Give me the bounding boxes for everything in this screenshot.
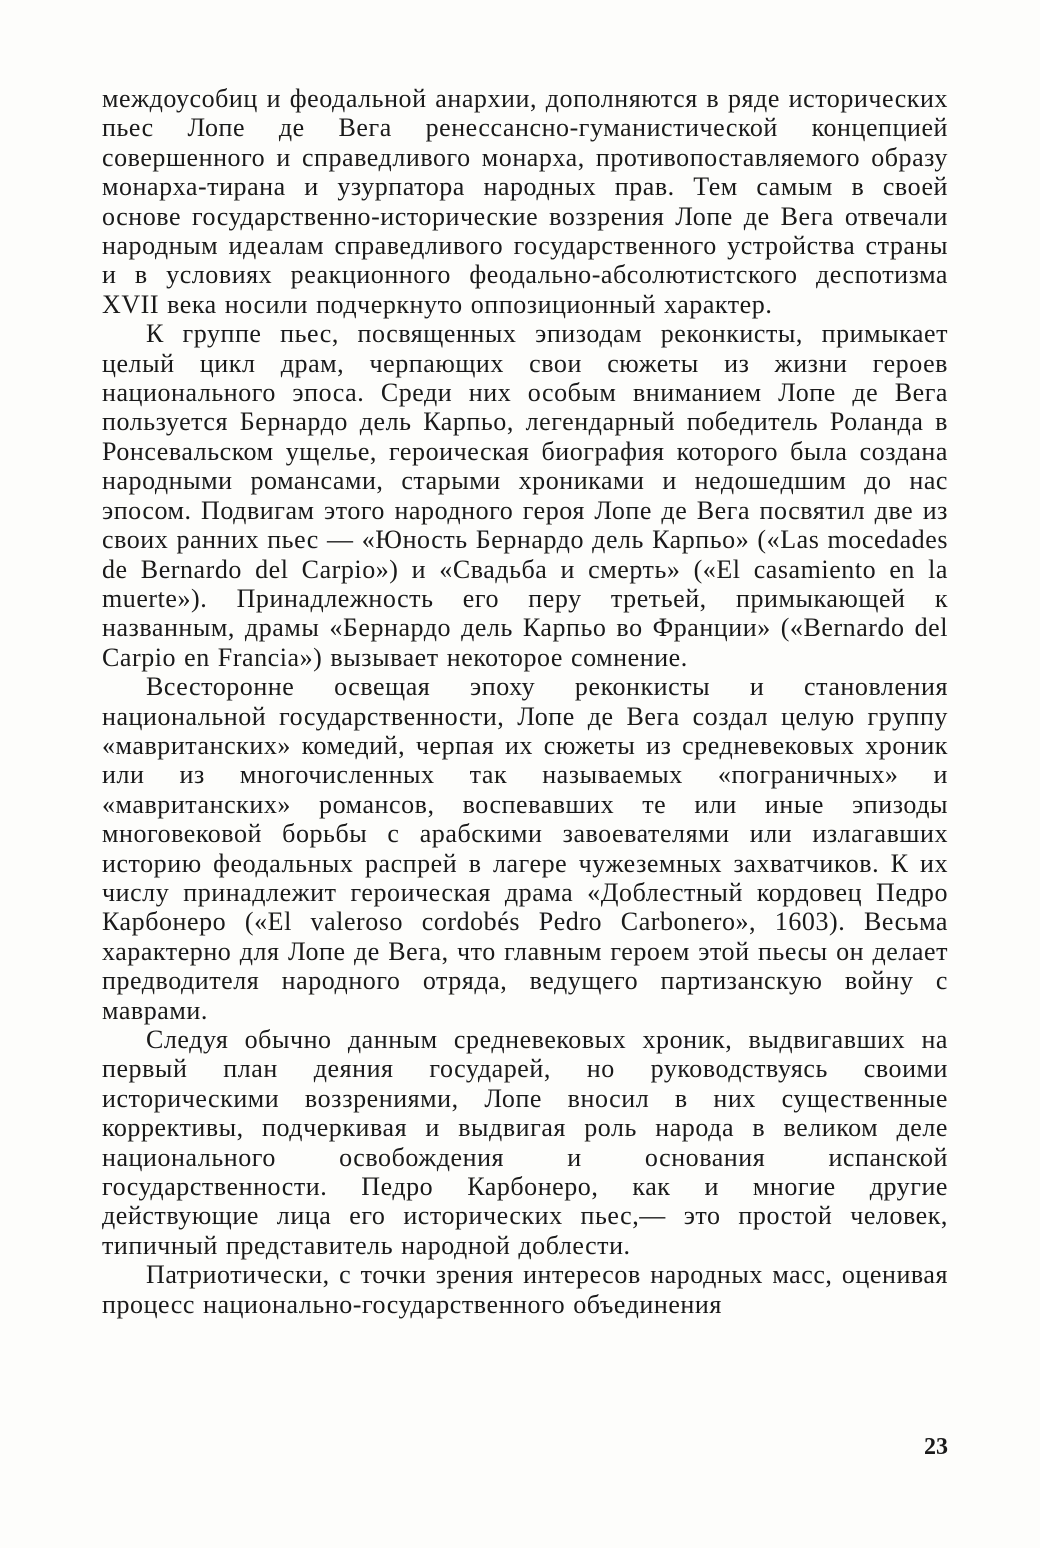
paragraph-2: К группе пьес, посвященных эпизодам реконкисты, примыкает целый цикл драм, черпающих свои сюжеты из жизни героев национального эпоса. Среди них особым вниманием Лопе де Вега пользуется Бернардо дель Карпьо, легендарный победитель Роланда в Ронсевальском ущелье, героическая биография которого была создана народными романсами, старыми хрониками и недошедшим до нас эпосом. Подвигам этого народного героя Лопе де Вега посвятил две из своих ранних пьес — «Юность Бернардо дель Карпьо» («Las mocedades de Bernardo del Carpio») и «Свадьба и смерть» («El casamiento en la muerte»). Принадлежность его перу третьей, примыкающей к названным, драмы «Бернардо дель Карпьо во Франции» («Bernardo del Carpio en Francia») вызывает некоторое сомнение. [102, 319, 948, 672]
paragraph-3: Всесторонне освещая эпоху реконкисты и становления национальной государственности, Лопе де Вега создал целую группу «мавританских» комедий, черпая их сюжеты из средневековых хроник или из многочисленных так называемых «пограничных» и «мавританских» романсов, воспевавших те или иные эпизоды многовековой борьбы с арабскими завоевателями или излагавших историю феодальных распрей в лагере чужеземных захватчиков. К их числу принадлежит героическая драма «Доблестный кордовец Педро Карбонеро («El valeroso cordobés Pedro Carbonero», 1603). Весьма характерно для Лопе де Вега, что главным героем этой пьесы он делает предводителя народного отряда, ведущего партизанскую войну с маврами. [102, 672, 948, 1025]
body-text [102, 84, 948, 1319]
paragraph-4: Следуя обычно данным средневековых хроник, выдвигавших на первый план деяния государей, но руководствуясь своими историческими воззрениями, Лопе вносил в них существенные коррективы, подчеркивая и выдвигая роль народа в великом деле национального освобождения и основания испанской государственности. Педро Карбонеро, как и многие другие действующие лица его исторических пьес,— это простой человек, типичный представитель народной доблести. [102, 1025, 948, 1260]
paragraph-1: междоусобиц и феодальной анархии, дополняются в ряде исторических пьес Лопе де Вега ренессансно-гуманистической концепцией совершенного и справедливого монарха, противопоставляемого образу монарха-тирана и узурпатора народных прав. Тем самым в своей основе государственно-исторические воззрения Лопе де Вега отвечали народным идеалам справедливого государственного устройства страны и в условиях реакционного феодально-абсолютистского деспотизма XVII века носили подчеркнуто оппозиционный характер. [102, 84, 948, 319]
page-number: 23 [924, 1434, 948, 1460]
paragraph-5: Патриотически, с точки зрения интересов народных масс, оценивая процесс национально-государственного объединения [102, 1260, 948, 1319]
